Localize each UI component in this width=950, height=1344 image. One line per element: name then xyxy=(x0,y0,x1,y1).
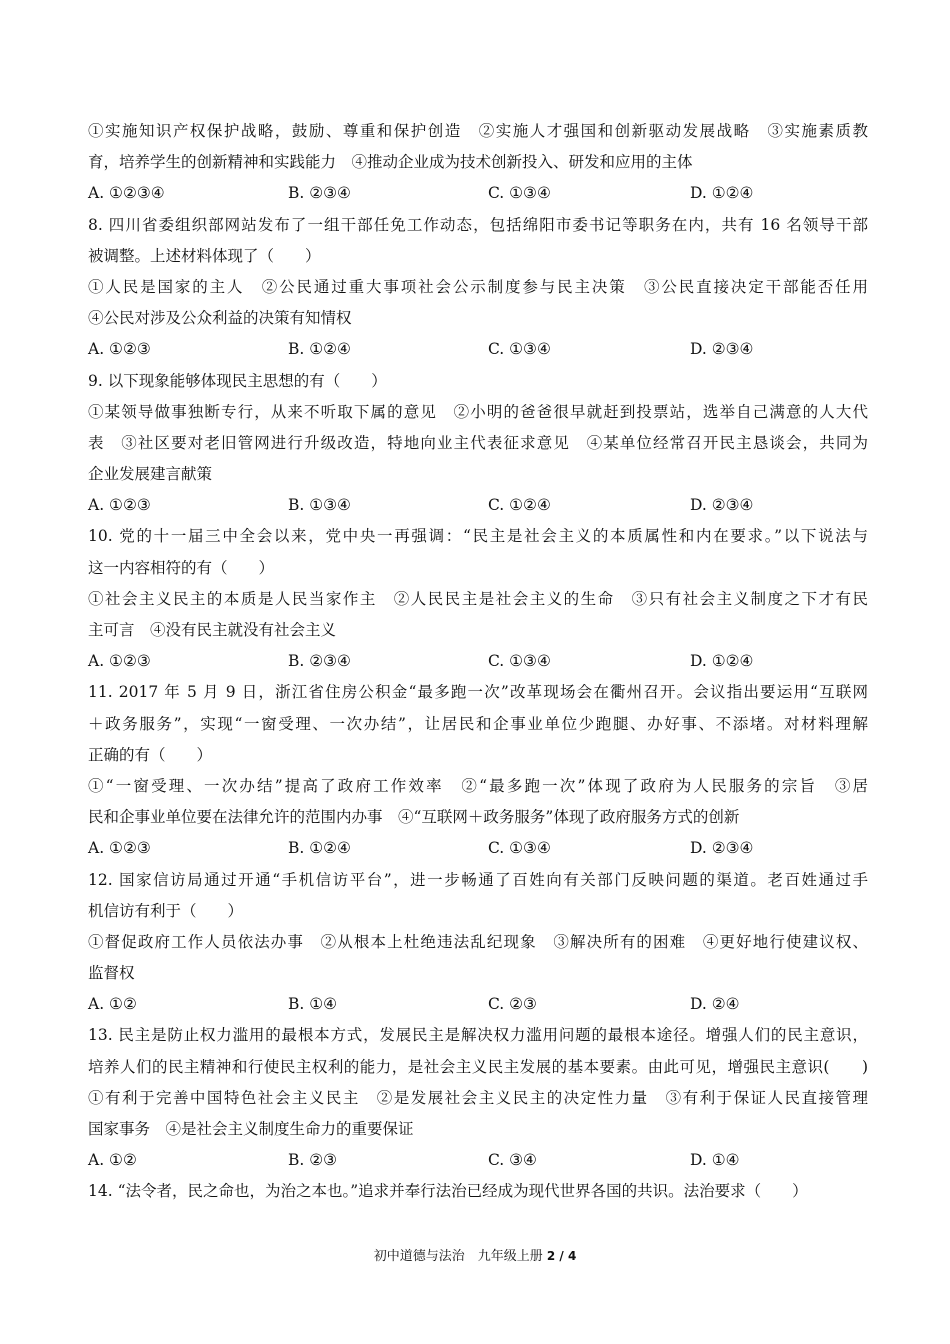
option-b: B. ②③④ xyxy=(288,184,351,203)
answer-options xyxy=(88,989,868,1020)
answer-options xyxy=(88,490,868,521)
question-line: ①有利于完善中国特色社会主义民主 ②是发展社会主义民主的决定性力量 ③有利于保证人民直接管理 xyxy=(88,1088,868,1107)
question-line: 正确的有（ ） xyxy=(88,745,213,764)
option-c: C. ①②④ xyxy=(488,496,551,515)
question-line: 企业发展建言献策 xyxy=(88,465,213,484)
answer-options xyxy=(88,646,868,677)
question-14 xyxy=(88,1176,868,1207)
option-c: C. ①③④ xyxy=(488,184,551,203)
option-d: D. ①②④ xyxy=(690,652,754,671)
option-a: A. ①②③ xyxy=(88,652,151,671)
answer-options xyxy=(88,833,868,864)
question-line: ④公民对涉及公众利益的决策有知情权 xyxy=(88,309,352,328)
question-line: 主可言 ④没有民主就没有社会主义 xyxy=(88,621,337,639)
option-a: A. ①②③ xyxy=(88,340,151,359)
option-c: C. ①③④ xyxy=(488,839,551,858)
page-footer xyxy=(0,1246,950,1267)
page-number: 2 / 4 xyxy=(546,1249,577,1263)
question-line: 机信访有利于（ ） xyxy=(88,901,244,920)
option-d: D. ②④ xyxy=(690,995,740,1014)
question-13 xyxy=(88,1020,868,1176)
question-line: ①实施知识产权保护战略，鼓励、尊重和保护创造 ②实施人才强国和创新驱动发展战略 ③实施素质教 xyxy=(88,122,868,140)
option-c: C. ③④ xyxy=(488,1151,537,1170)
option-b: B. ①③④ xyxy=(288,496,351,515)
question-line: ①人民是国家的主人 ②公民通过重大事项社会公示制度参与民主决策 ③公民直接决定干部能否任用 xyxy=(88,277,868,296)
option-d: D. ②③④ xyxy=(690,340,754,359)
question-line: 12. 国家信访局通过开通“手机信访平台”，进一步畅通了百姓向有关部门反映问题的渠道。老百姓通过手 xyxy=(88,870,868,889)
question-line: ＋政务服务”，实现“一窗受理、一次办结”，让居民和企事业单位少跑腿、办好事、不添堵。对材料理解 xyxy=(88,714,868,733)
option-b: B. ①②④ xyxy=(288,340,351,359)
question-line: 育，培养学生的创新精神和实践能力 ④推动企业成为技术创新投入、研发和应用的主体 xyxy=(88,153,693,172)
option-b: B. ②③④ xyxy=(288,652,351,671)
footer-subject: 初中道德与法治 九年级上册 xyxy=(373,1249,543,1264)
question-8 xyxy=(88,210,868,366)
question-7-tail xyxy=(88,116,868,210)
question-10 xyxy=(88,521,868,677)
answer-options xyxy=(88,334,868,365)
question-line: 表 ③社区要对老旧管网进行升级改造，特地向业主代表征求意见 ④某单位经常召开民主恳谈会，共同为 xyxy=(88,433,868,452)
option-b: B. ①②④ xyxy=(288,839,351,858)
question-line: ①督促政府工作人员依法办事 ②从根本上杜绝违法乱纪现象 ③解决所有的困难 ④更好地行使建议权、 xyxy=(88,932,868,951)
question-line: 国家事务 ④是社会主义制度生命力的重要保证 xyxy=(88,1120,414,1138)
answer-options xyxy=(88,1145,868,1176)
question-line: 14. “法令者，民之命也，为治之本也。”追求并奉行法治已经成为现代世界各国的共识。法治要求（ ） xyxy=(88,1182,808,1201)
question-line: 13. 民主是防止权力滥用的最根本方式，发展民主是解决权力滥用问题的最根本途径。增强人们的民主意识， xyxy=(88,1026,868,1045)
option-c: C. ②③ xyxy=(488,995,537,1014)
option-b: B. ①④ xyxy=(288,995,338,1014)
option-d: D. ②③④ xyxy=(690,496,754,515)
question-line: 8. 四川省委组织部网站发布了一组干部任免工作动态，包括绵阳市委书记等职务在内，共有 16 名领导干部 xyxy=(88,215,868,234)
option-d: D. ②③④ xyxy=(690,839,754,858)
question-line: ①某领导做事独断专行，从来不听取下属的意见 ②小明的爸爸很早就赶到投票站，选举自己满意的人大代 xyxy=(88,402,868,421)
option-b: B. ②③ xyxy=(288,1151,338,1170)
question-line: 监督权 xyxy=(88,964,135,983)
question-line: 培养人们的民主精神和行使民主权利的能力，是社会主义民主发展的基本要素。由此可见，增强民主意识( ) xyxy=(88,1057,868,1076)
question-line: 10. 党的十一届三中全会以来，党中央一再强调：“民主是社会主义的本质属性和内在要求。”以下说法与 xyxy=(88,527,868,546)
question-11 xyxy=(88,677,868,864)
option-d: D. ①②④ xyxy=(690,184,754,203)
question-line: ①“一窗受理、一次办结”提高了政府工作效率 ②“最多跑一次”体现了政府为人民服务的宗旨 ③居 xyxy=(88,776,868,795)
question-line: 被调整。上述材料体现了（ ） xyxy=(88,246,321,265)
option-a: A. ①② xyxy=(88,995,137,1014)
option-a: A. ①②③ xyxy=(88,496,151,515)
question-12 xyxy=(88,865,868,1021)
question-line: 民和企事业单位要在法律允许的范围内办事 ④“互联网＋政务服务”体现了政府服务方式的创新 xyxy=(88,808,740,827)
option-a: A. ①②③④ xyxy=(88,184,165,203)
question-9 xyxy=(88,366,868,522)
exam-content xyxy=(88,116,868,1208)
question-line: 11. 2017 年 5 月 9 日，浙江省住房公积金“最多跑一次”改革现场会在衢州召开。会议指出要运用“互联网 xyxy=(88,683,868,702)
question-line: 这一内容相符的有（ ） xyxy=(88,558,275,577)
option-d: D. ①④ xyxy=(690,1151,740,1170)
answer-options xyxy=(88,178,868,209)
option-a: A. ①② xyxy=(88,1151,137,1170)
question-line: ①社会主义民主的本质是人民当家作主 ②人民民主是社会主义的生命 ③只有社会主义制度之下才有民 xyxy=(88,589,868,608)
option-c: C. ①③④ xyxy=(488,340,551,359)
option-c: C. ①③④ xyxy=(488,652,551,671)
option-a: A. ①②③ xyxy=(88,839,151,858)
question-line: 9. 以下现象能够体现民主思想的有（ ） xyxy=(88,371,387,390)
